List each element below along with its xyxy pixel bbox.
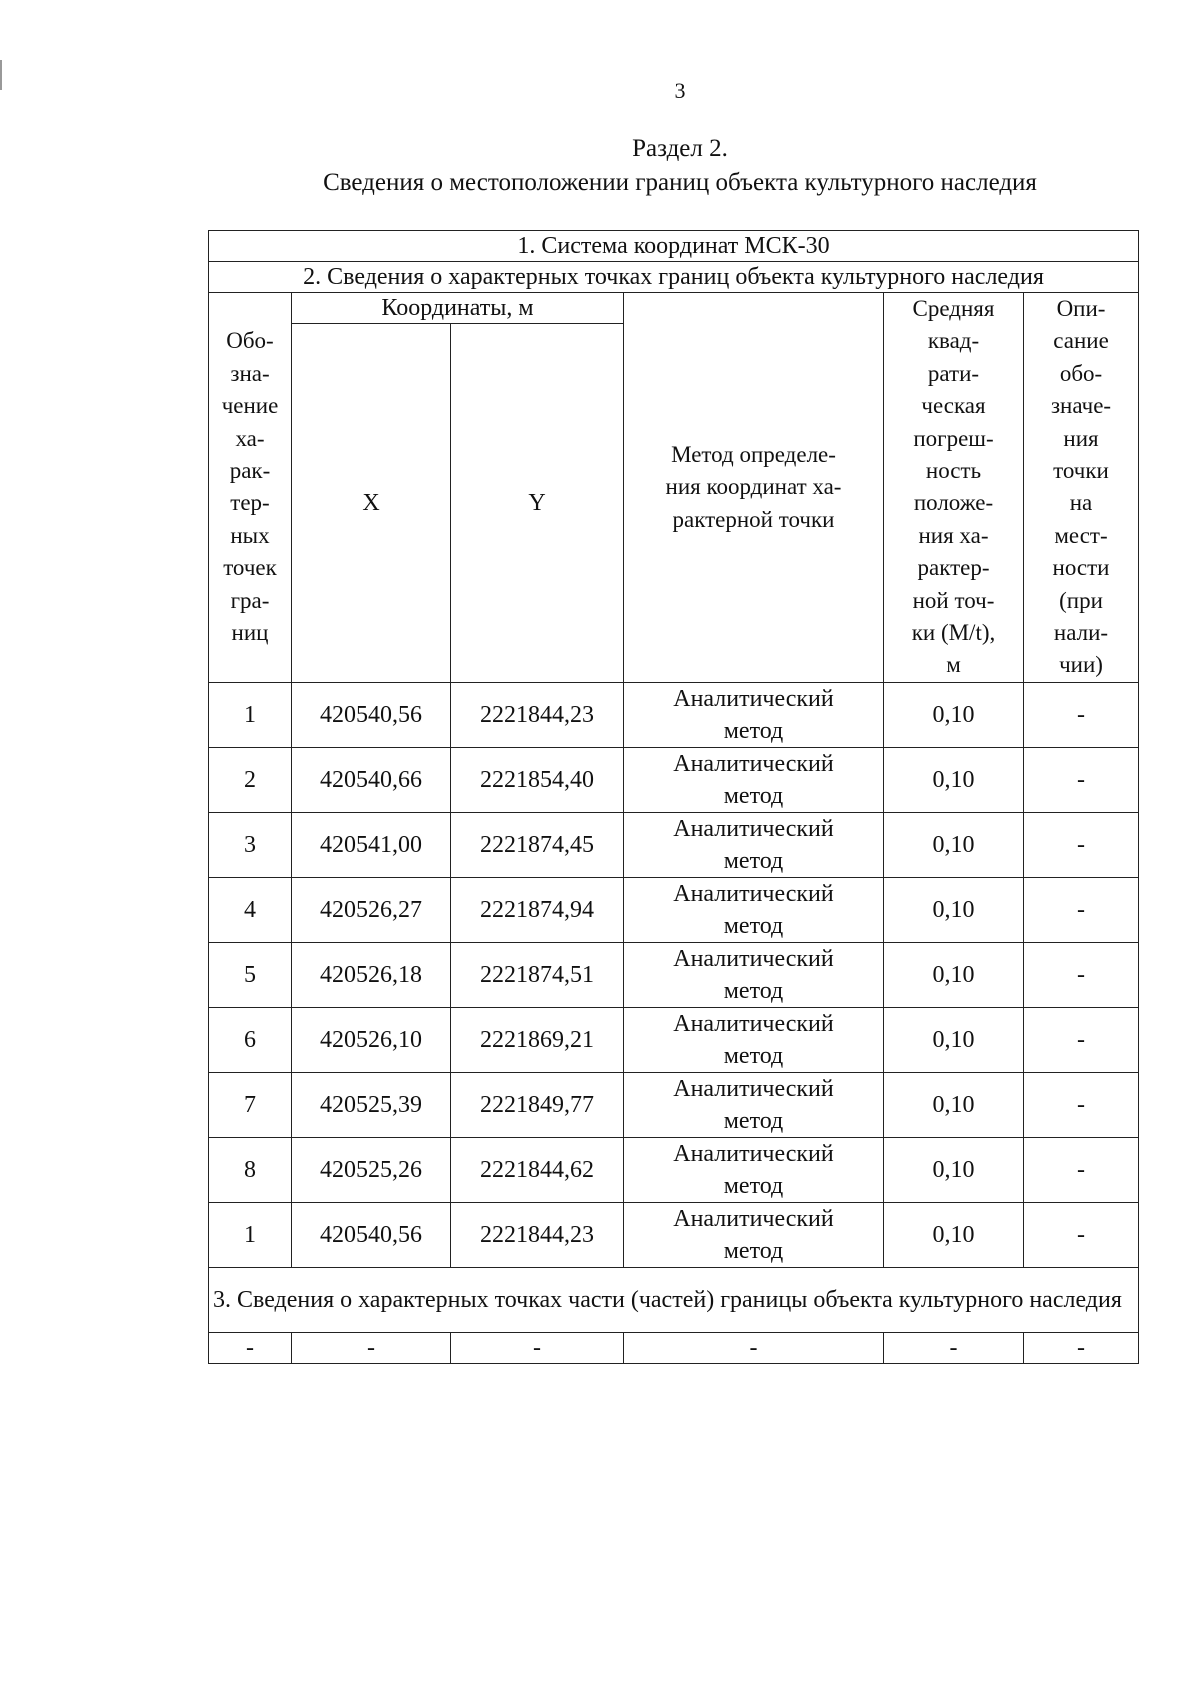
point-error-cell: 0,10 bbox=[884, 812, 1024, 877]
table-row bbox=[209, 747, 1139, 812]
parts-cell: - bbox=[1024, 1332, 1139, 1363]
point-error-cell: 0,10 bbox=[884, 1072, 1024, 1137]
header-coordinates: Координаты, м bbox=[292, 293, 624, 324]
parts-cell: - bbox=[451, 1332, 624, 1363]
scan-edge-mark bbox=[0, 60, 2, 90]
point-method-cell: Аналитический метод bbox=[624, 877, 884, 942]
point-id-cell: 4 bbox=[209, 877, 292, 942]
point-y-cell: 2221854,40 bbox=[451, 747, 624, 812]
point-y-cell: 2221849,77 bbox=[451, 1072, 624, 1137]
point-description-cell: - bbox=[1024, 812, 1139, 877]
point-id-cell: 6 bbox=[209, 1007, 292, 1072]
header-error: Средняя квад- рати- ческая погреш- ность положе- ния ха- рактер- ной точ- ки (M/t), м bbox=[884, 293, 1024, 683]
point-method-cell: Аналитический метод bbox=[624, 942, 884, 1007]
point-error-cell: 0,10 bbox=[884, 1007, 1024, 1072]
header-designation: Обо- зна- чение ха- рак- тер- ных точек гра- ниц bbox=[209, 293, 292, 683]
point-x-cell: 420526,27 bbox=[292, 877, 451, 942]
table-row bbox=[209, 682, 1139, 747]
point-method-cell: Аналитический метод bbox=[624, 1202, 884, 1267]
parts-heading-row: 3. Сведения о характерных точках части (частей) границы объекта культурного наследия bbox=[209, 1267, 1139, 1332]
point-y-cell: 2221844,23 bbox=[451, 1202, 624, 1267]
point-method-cell: Аналитический метод bbox=[624, 1072, 884, 1137]
point-error-cell: 0,10 bbox=[884, 877, 1024, 942]
point-method-cell: Аналитический метод bbox=[624, 682, 884, 747]
header-method: Метод определе- ния координат ха- рактерной точки bbox=[624, 293, 884, 683]
point-x-cell: 420540,56 bbox=[292, 682, 451, 747]
point-description-cell: - bbox=[1024, 747, 1139, 812]
point-y-cell: 2221874,51 bbox=[451, 942, 624, 1007]
point-id-cell: 8 bbox=[209, 1137, 292, 1202]
point-y-cell: 2221844,23 bbox=[451, 682, 624, 747]
parts-cell: - bbox=[209, 1332, 292, 1363]
parts-cell: - bbox=[624, 1332, 884, 1363]
table-row bbox=[209, 812, 1139, 877]
point-y-cell: 2221874,94 bbox=[451, 877, 624, 942]
point-method-cell: Аналитический метод bbox=[624, 1007, 884, 1072]
point-id-cell: 3 bbox=[209, 812, 292, 877]
section-title: Раздел 2. bbox=[632, 135, 728, 162]
parts-empty-row bbox=[209, 1332, 1139, 1363]
points-heading-row: 2. Сведения о характерных точках границ объекта культурного наследия bbox=[209, 262, 1139, 293]
header-description: Опи- сание обо- значе- ния точки на мест- ности (при нали- чии) bbox=[1024, 293, 1139, 683]
parts-cell: - bbox=[292, 1332, 451, 1363]
header-y: Y bbox=[451, 324, 624, 683]
point-id-cell: 1 bbox=[209, 1202, 292, 1267]
point-id-cell: 2 bbox=[209, 747, 292, 812]
coord-system-row: 1. Система координат МСК-30 bbox=[209, 231, 1139, 262]
point-x-cell: 420525,39 bbox=[292, 1072, 451, 1137]
point-id-cell: 1 bbox=[209, 682, 292, 747]
point-error-cell: 0,10 bbox=[884, 942, 1024, 1007]
point-description-cell: - bbox=[1024, 682, 1139, 747]
table-row bbox=[209, 1072, 1139, 1137]
parts-cell: - bbox=[884, 1332, 1024, 1363]
point-description-cell: - bbox=[1024, 1202, 1139, 1267]
point-error-cell: 0,10 bbox=[884, 1202, 1024, 1267]
point-description-cell: - bbox=[1024, 877, 1139, 942]
point-description-cell: - bbox=[1024, 1072, 1139, 1137]
point-error-cell: 0,10 bbox=[884, 682, 1024, 747]
point-x-cell: 420540,56 bbox=[292, 1202, 451, 1267]
point-description-cell: - bbox=[1024, 1007, 1139, 1072]
table-row bbox=[209, 877, 1139, 942]
point-x-cell: 420526,10 bbox=[292, 1007, 451, 1072]
point-y-cell: 2221869,21 bbox=[451, 1007, 624, 1072]
table-row bbox=[209, 942, 1139, 1007]
point-x-cell: 420526,18 bbox=[292, 942, 451, 1007]
point-description-cell: - bbox=[1024, 1137, 1139, 1202]
boundary-points-table bbox=[208, 230, 1139, 1364]
section-subtitle: Сведения о местоположении границ объекта культурного наследия bbox=[323, 169, 1037, 196]
point-method-cell: Аналитический метод bbox=[624, 812, 884, 877]
page-number: 3 bbox=[674, 78, 686, 103]
point-x-cell: 420541,00 bbox=[292, 812, 451, 877]
point-error-cell: 0,10 bbox=[884, 747, 1024, 812]
table-row bbox=[209, 1202, 1139, 1267]
point-x-cell: 420525,26 bbox=[292, 1137, 451, 1202]
point-x-cell: 420540,66 bbox=[292, 747, 451, 812]
point-y-cell: 2221844,62 bbox=[451, 1137, 624, 1202]
point-id-cell: 7 bbox=[209, 1072, 292, 1137]
table-row bbox=[209, 1007, 1139, 1072]
point-method-cell: Аналитический метод bbox=[624, 1137, 884, 1202]
point-id-cell: 5 bbox=[209, 942, 292, 1007]
point-description-cell: - bbox=[1024, 942, 1139, 1007]
point-method-cell: Аналитический метод bbox=[624, 747, 884, 812]
point-error-cell: 0,10 bbox=[884, 1137, 1024, 1202]
header-x: X bbox=[292, 324, 451, 683]
point-y-cell: 2221874,45 bbox=[451, 812, 624, 877]
table-row bbox=[209, 1137, 1139, 1202]
